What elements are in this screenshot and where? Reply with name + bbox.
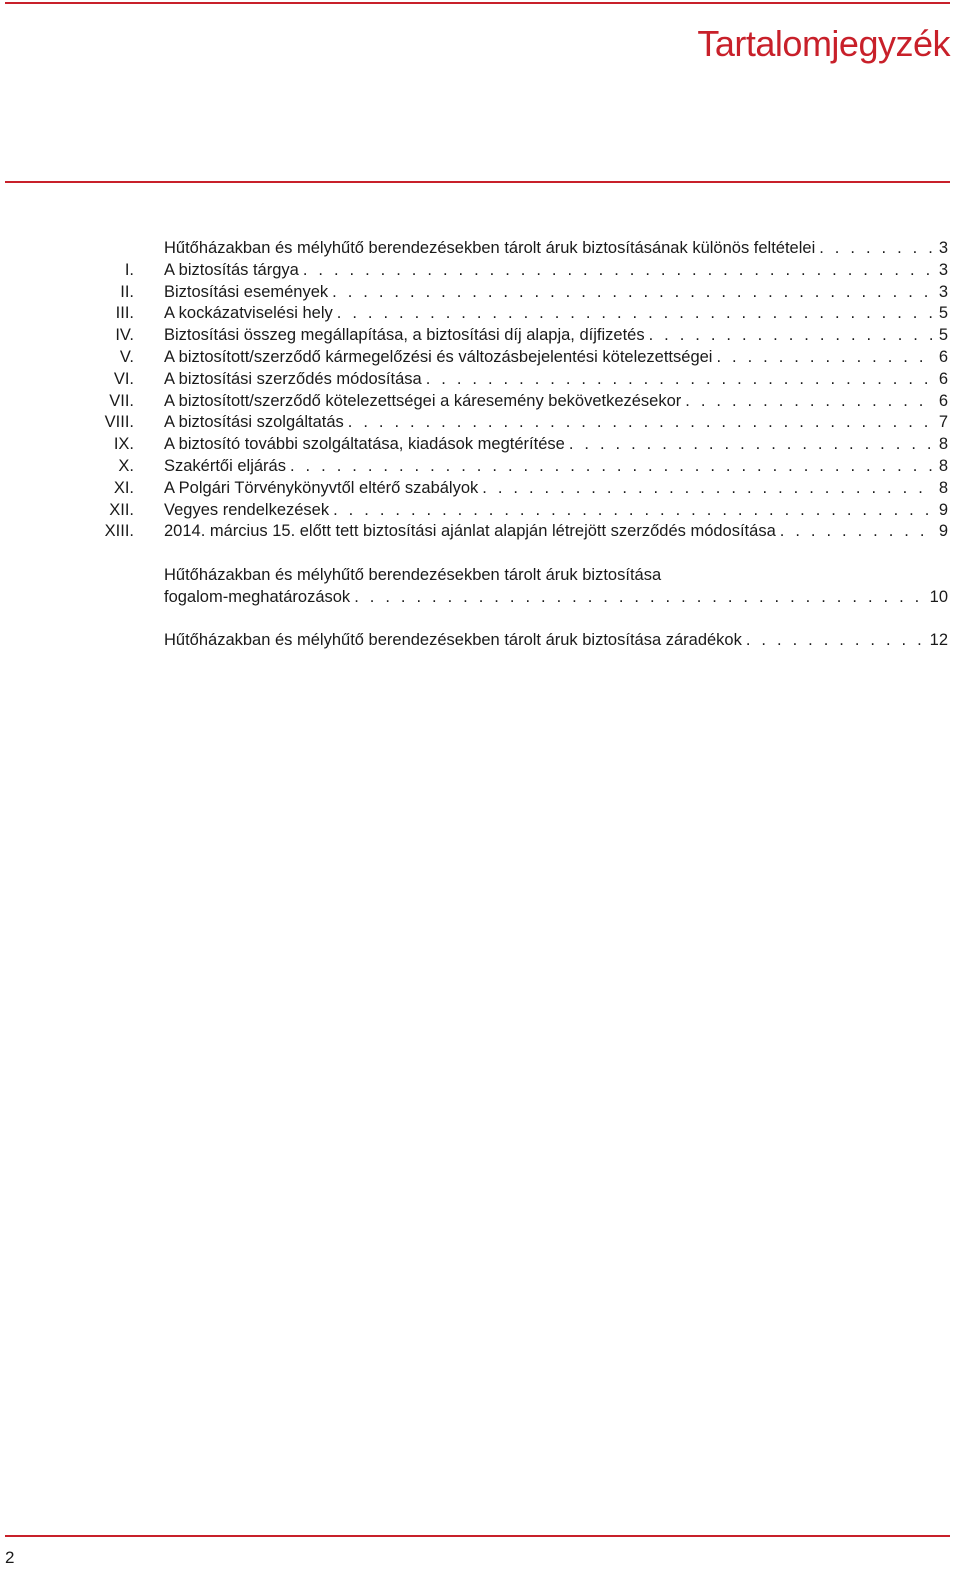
toc-spacer: [0, 543, 960, 565]
toc-entry-page: 3: [938, 260, 948, 279]
toc-entry-page: 8: [938, 435, 948, 454]
dot-leader: [819, 238, 935, 260]
dot-leader: [716, 347, 934, 369]
chapter-number: XII.: [109, 500, 134, 519]
toc-entry-chapter-10[interactable]: [0, 456, 960, 478]
toc-entry-label: Biztosítási összeg megállapítása, a biztosítási díj alapja, díjfizetés: [164, 326, 645, 345]
dot-leader: [333, 500, 935, 522]
toc-entry-page: 8: [938, 456, 948, 475]
toc-spacer: [0, 609, 960, 631]
page-title: Tartalomjegyzék: [697, 23, 950, 64]
toc-line: [164, 478, 948, 500]
toc-line: [164, 369, 948, 391]
toc-entry-label: A biztosított/szerződő kármegelőzési és változásbejelentési kötelezettségei: [164, 347, 713, 366]
top-rule: [5, 2, 950, 4]
chapter-number: VIII.: [104, 413, 134, 432]
dot-leader: [426, 369, 935, 391]
toc-entry-page: 9: [938, 522, 948, 541]
chapter-number: II.: [120, 282, 134, 301]
toc-entry-page: 6: [938, 347, 948, 366]
toc-entry-label: A biztosítás tárgya: [164, 260, 299, 279]
toc-entry-page: 9: [938, 500, 948, 519]
dot-leader: [354, 587, 925, 609]
chapter-number: I.: [124, 260, 134, 279]
toc-entry-chapter-11[interactable]: [0, 478, 960, 500]
toc-line: [164, 630, 948, 652]
toc-entry-label: Hűtőházakban és mélyhűtő berendezésekben tárolt áruk biztosítása: [164, 565, 662, 584]
dot-leader: [569, 434, 935, 456]
toc-entry-page: 3: [938, 282, 948, 301]
dot-leader: [649, 325, 935, 347]
dot-leader: [348, 412, 935, 434]
toc-entry-page: 8: [938, 478, 948, 497]
dot-leader: [332, 282, 935, 304]
chapter-number: III.: [115, 304, 134, 323]
toc-entry-page: 7: [938, 413, 948, 432]
dot-leader: [303, 260, 935, 282]
toc-entry-chapter-13[interactable]: [0, 521, 960, 543]
chapter-number: VI.: [113, 369, 134, 388]
toc-entry-label: A biztosító további szolgáltatása, kiadások megtérítése: [164, 435, 565, 454]
toc-line: [164, 412, 948, 434]
dot-leader: [746, 630, 926, 652]
toc-line: [164, 238, 948, 260]
toc-line: [164, 521, 948, 543]
toc-line: [164, 347, 948, 369]
dot-leader: [337, 303, 935, 325]
toc-entry-label: A kockázatviselési hely: [164, 304, 333, 323]
toc-line: [164, 456, 948, 478]
toc-entry-chapter-1[interactable]: [0, 260, 960, 282]
table-of-contents: [0, 238, 960, 652]
chapter-number: XIII.: [104, 522, 134, 541]
footer-rule: [5, 1535, 950, 1537]
toc-line: [164, 325, 948, 347]
chapter-number: V.: [119, 347, 134, 366]
toc-line: [164, 434, 948, 456]
toc-entry-label: A biztosítási szolgáltatás: [164, 413, 344, 432]
chapter-number: X.: [118, 456, 134, 475]
toc-entry-label: 2014. március 15. előtt tett biztosítási ajánlat alapján létrejött szerződés módosítása: [164, 522, 776, 541]
toc-entry-definitions[interactable]: [0, 587, 960, 609]
toc-entry-label: A biztosított/szerződő kötelezettségei a káresemény bekövetkezésekor: [164, 391, 682, 410]
toc-entry-chapter-12[interactable]: [0, 500, 960, 522]
toc-entry-clauses[interactable]: [0, 630, 960, 652]
toc-line: [164, 282, 948, 304]
toc-entry-chapter-4[interactable]: [0, 325, 960, 347]
toc-entry-page: 6: [938, 391, 948, 410]
toc-entry-intro[interactable]: [0, 238, 960, 260]
toc-entry-page: 12: [929, 631, 948, 650]
toc-entry-definitions-heading[interactable]: [0, 565, 960, 587]
chapter-number: VII.: [109, 391, 134, 410]
dot-leader: [290, 456, 935, 478]
toc-entry-page: 10: [929, 587, 948, 606]
toc-entry-label: A Polgári Törvénykönyvtől eltérő szabályok: [164, 478, 479, 497]
toc-entry-label: Hűtőházakban és mélyhűtő berendezésekben tárolt áruk biztosításának különös feltételei: [164, 239, 816, 257]
dot-leader: [482, 478, 935, 500]
toc-entry-chapter-8[interactable]: [0, 412, 960, 434]
dot-leader: [780, 521, 935, 543]
header-divider: [5, 181, 950, 183]
toc-entry-label: A biztosítási szerződés módosítása: [164, 369, 422, 388]
chapter-number: IV.: [115, 326, 134, 345]
toc-line: [164, 587, 948, 609]
toc-entry-label: Vegyes rendelkezések: [164, 500, 330, 519]
toc-entry-chapter-5[interactable]: [0, 347, 960, 369]
toc-entry-label: fogalom-meghatározások: [164, 587, 351, 606]
toc-entry-chapter-6[interactable]: [0, 369, 960, 391]
toc-line: [164, 500, 948, 522]
toc-entry-chapter-2[interactable]: [0, 282, 960, 304]
toc-entry-label: Szakértői eljárás: [164, 456, 286, 475]
toc-entry-page: 5: [938, 326, 948, 345]
page-number: 2: [5, 1548, 15, 1567]
toc-line: [164, 391, 948, 413]
toc-entry-chapter-3[interactable]: [0, 303, 960, 325]
toc-entry-page: 5: [938, 304, 948, 323]
toc-entry-page: 3: [938, 239, 948, 257]
toc-entry-page: 6: [938, 369, 948, 388]
toc-line: [164, 303, 948, 325]
chapter-number: XI.: [113, 478, 134, 497]
chapter-number: IX.: [113, 435, 134, 454]
toc-entry-label: Biztosítási események: [164, 282, 329, 301]
toc-line: [164, 260, 948, 282]
toc-entry-label: Hűtőházakban és mélyhűtő berendezésekben tárolt áruk biztosítása záradékok: [164, 631, 742, 650]
toc-entry-chapter-7[interactable]: [0, 391, 960, 413]
toc-entry-chapter-9[interactable]: [0, 434, 960, 456]
dot-leader: [685, 391, 935, 413]
